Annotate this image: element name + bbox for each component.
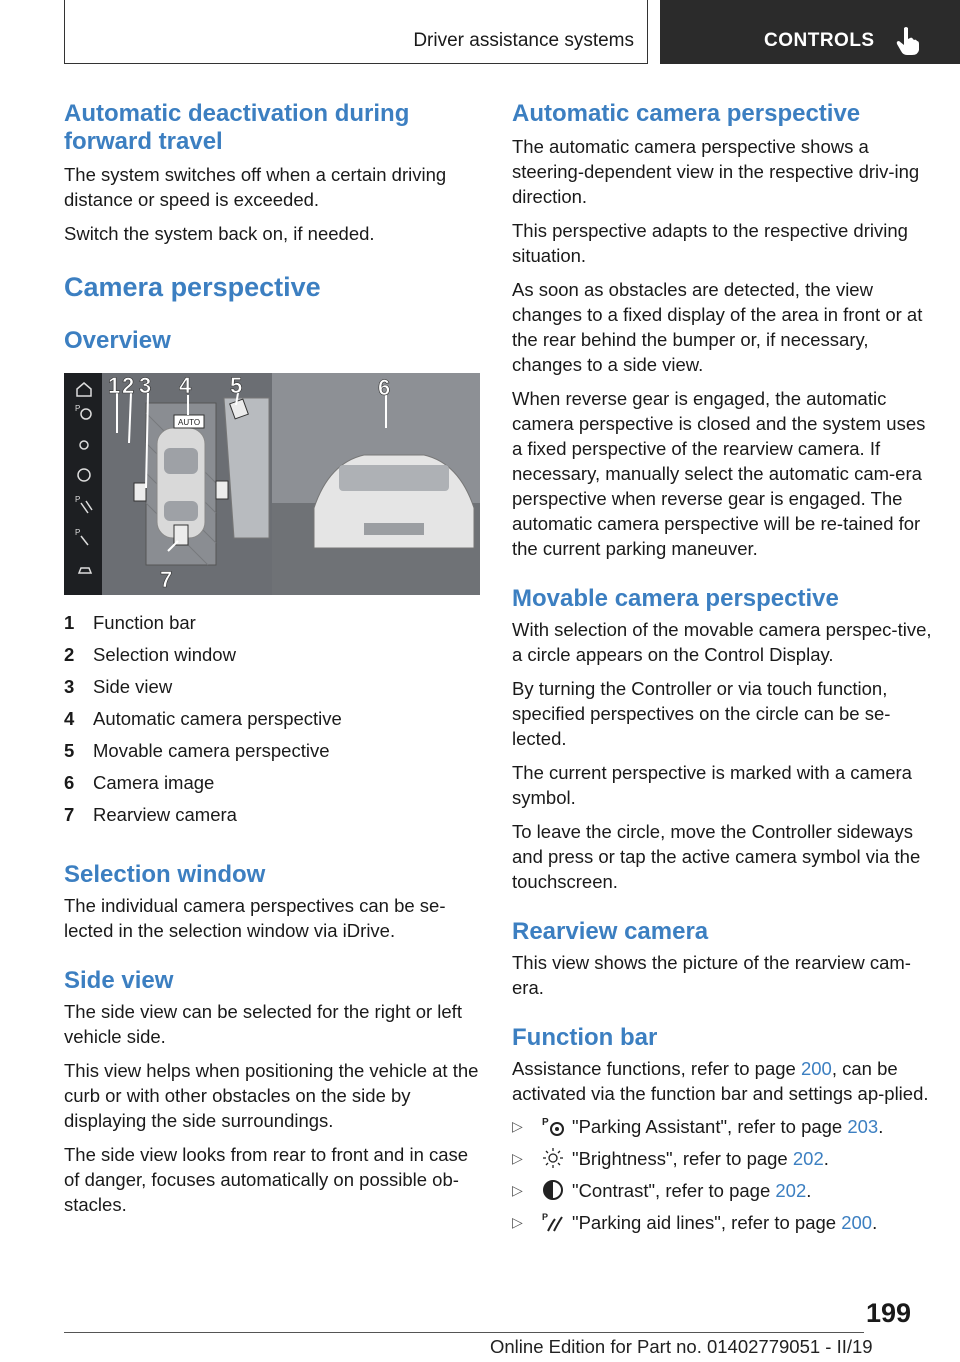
automatic-perspective-text-1: The automatic camera perspective shows a steering-dependent view in the respective driv-ing direction.	[512, 136, 920, 207]
selection-window-heading: Selection window	[64, 861, 266, 888]
page-link-200[interactable]: 200	[841, 1211, 873, 1233]
parking-aid-lines-icon	[542, 1211, 572, 1233]
callout-5: 5	[230, 373, 243, 398]
function-bar-heading: Function bar	[512, 1024, 658, 1051]
callout-4: 4	[179, 373, 192, 398]
auto-badge: AUTO	[178, 418, 201, 427]
automatic-perspective-heading: Automatic camera perspective	[512, 100, 861, 127]
contrast-icon	[542, 1179, 572, 1201]
side-view-text-1: The side view can be selected for the right or left vehicle side.	[64, 1001, 462, 1047]
bullet-item: ▷ "Brightness", refer to page 202.	[512, 1147, 829, 1169]
automatic-perspective-text-2: This perspective adapts to the respective driving situation.	[512, 220, 908, 266]
movable-perspective-heading: Movable camera perspective	[512, 585, 839, 612]
bullet-marker: ▷	[512, 1181, 523, 1198]
svg-text:P: P	[75, 404, 81, 413]
car-top-view	[157, 428, 205, 538]
footer-divider	[64, 1332, 864, 1333]
auto-deactivation-heading: Automatic deactivation during forward travel	[64, 100, 410, 155]
side-view-heading: Side view	[64, 967, 174, 994]
svg-text:P: P	[542, 1117, 549, 1128]
bullet-marker: ▷	[512, 1117, 523, 1134]
bullet-item: ▷ P "Parking aid lines", refer to page 200.	[512, 1211, 878, 1233]
function-bar-text: Assistance functions, refer to page 200, can be activated via the function bar and settings ap-plied.	[512, 1058, 929, 1104]
selection-window-text: The individual camera perspectives can be se-lected in the selection window via iDrive.	[64, 895, 446, 941]
callout-7: 7	[160, 567, 173, 592]
automatic-perspective-text-3: As soon as obstacles are detected, the view changes to a fixed display of the area in front or at the rear behind the bumper or, if necessary, changes to a side view.	[512, 279, 923, 375]
legend-item: 1 Function bar	[64, 612, 196, 633]
overview-heading: Overview	[64, 327, 171, 354]
movable-perspective-text-3: The current perspective is marked with a camera symbol.	[512, 762, 912, 808]
bullet-item: ▷ "Contrast", refer to page 202.	[512, 1179, 812, 1201]
movable-perspective-text-4: To leave the circle, move the Controller sideways and press or tap the active camera symbol via the touchscreen.	[512, 821, 921, 892]
callout-6: 6	[378, 375, 391, 400]
movable-perspective-text-1: With selection of the movable camera perspec-tive, a circle appears on the Control Display.	[512, 619, 932, 665]
callout-1: 1	[108, 373, 121, 398]
side-view-text-2: This view helps when positioning the vehicle at the curb or with other obstacles on the side by displaying the side surroundings.	[64, 1060, 479, 1131]
bullet-item: ▷ P "Parking Assistant", refer to page 203.	[512, 1115, 884, 1137]
brightness-icon	[542, 1147, 572, 1169]
page-link-202[interactable]: 202	[775, 1179, 807, 1201]
movable-perspective-text-2: By turning the Controller or via touch function, specified perspectives on the circle can be se-lected.	[512, 678, 891, 749]
rearview-camera-text: This view shows the picture of the rearview cam-era.	[512, 952, 911, 998]
svg-text:P: P	[542, 1212, 549, 1222]
header-section-title: Driver assistance systems	[413, 30, 634, 51]
figure-legend	[64, 607, 484, 831]
left-column	[64, 100, 484, 1217]
legend-item: 3 Side view	[64, 676, 173, 697]
parking-assistant-icon	[542, 1115, 572, 1137]
header-chapter-label: CONTROLS	[764, 30, 875, 51]
camera-perspective-heading: Camera perspective	[64, 272, 321, 302]
side-view-text-3: The side view looks from rear to front and in case of danger, focuses automatically on possible ob-stacles.	[64, 1144, 469, 1215]
legend-item: 7 Rearview camera	[64, 804, 237, 825]
legend-item: 2 Selection window	[64, 644, 236, 665]
page-link-203[interactable]: 203	[847, 1115, 879, 1137]
camera-overview-figure	[64, 373, 480, 595]
auto-deactivation-text-2: Switch the system back on, if needed.	[64, 223, 375, 244]
automatic-perspective-text-4: When reverse gear is engaged, the automatic camera perspective is closed and the system uses a fixed perspective of the rearview camera. If necessary, manually select the automatic cam-era perspective when reverse gear is engaged. The automatic camera perspective will be re-tained for the current parking maneuver.	[512, 388, 926, 559]
rearview-camera-heading: Rearview camera	[512, 918, 709, 945]
svg-text:P: P	[75, 495, 81, 504]
callout-2: 2	[122, 373, 135, 398]
page-link-202[interactable]: 202	[792, 1147, 824, 1169]
svg-text:P: P	[75, 528, 81, 537]
page-number: 199	[866, 1298, 912, 1328]
legend-item: 6 Camera image	[64, 772, 215, 793]
legend-item: 4 Automatic camera perspective	[64, 708, 342, 729]
header-section-box	[64, 0, 648, 64]
hand-pointer-icon	[896, 26, 922, 56]
legend-item: 5 Movable camera perspective	[64, 740, 330, 761]
camera-screen-illustration	[64, 373, 480, 595]
auto-deactivation-text-1: The system switches off when a certain driving distance or speed is exceeded.	[64, 164, 447, 210]
function-bar-area	[64, 373, 102, 595]
bullet-marker: ▷	[512, 1213, 523, 1230]
footer-edition: Online Edition for Part no. 01402779051 - II/19	[490, 1336, 873, 1357]
page-link-200[interactable]: 200	[800, 1058, 832, 1079]
callout-3: 3	[139, 373, 152, 398]
right-column	[512, 100, 932, 1238]
bullet-marker: ▷	[512, 1149, 523, 1166]
